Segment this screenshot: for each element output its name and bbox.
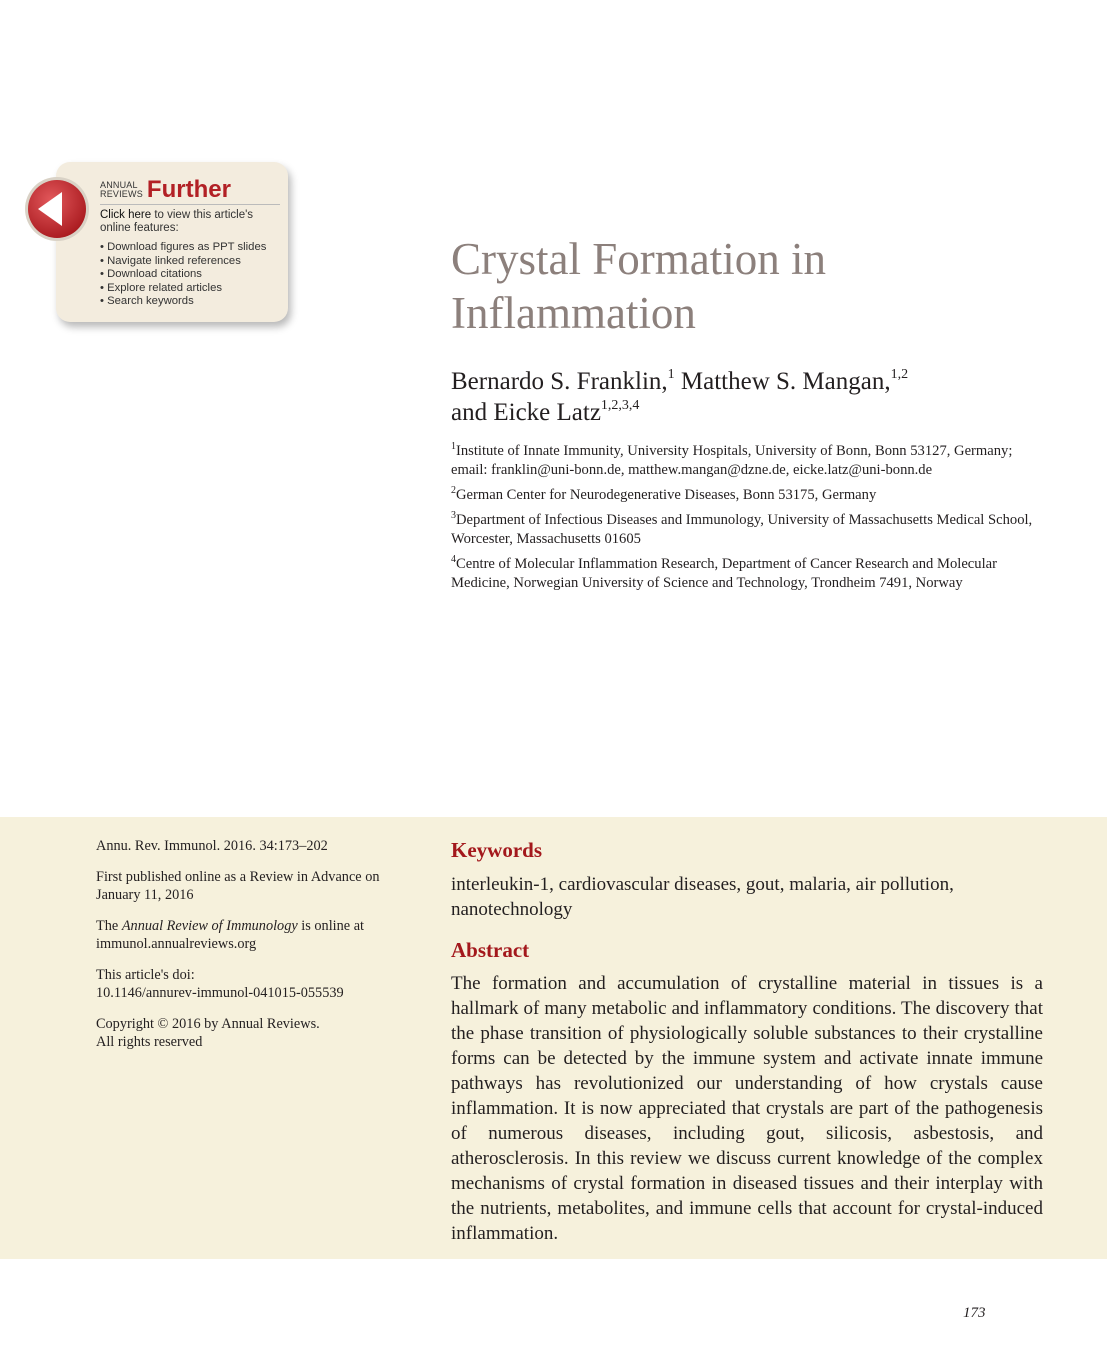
author-affil-sup: 1,2 <box>890 367 909 382</box>
affiliation-number: 4 <box>451 554 456 565</box>
abstract-heading: Abstract <box>451 938 530 962</box>
author-affil-sup: 1,2,3,4 <box>600 398 640 413</box>
feature-item-related[interactable]: • Explore related articles <box>100 282 280 296</box>
affiliation-number: 2 <box>451 485 456 496</box>
article-title <box>451 232 1011 340</box>
affiliation-item <box>451 511 1051 549</box>
affiliation-item <box>451 555 1051 593</box>
brand-further: Further <box>146 176 231 203</box>
feature-item-citations[interactable]: • Download citations <box>100 268 280 282</box>
author-name: Matthew S. Mangan, <box>674 368 891 395</box>
copyright <box>96 1015 416 1052</box>
back-arrow-icon[interactable] <box>24 176 90 242</box>
brand-reviews: REVIEWS <box>100 189 143 199</box>
author-name: Bernardo S. Franklin, <box>451 368 668 395</box>
affiliation-text: Department of Infectious Diseases and Immunology, University of Massachusetts Medical School, Worcester, Massachusetts 01605 <box>451 512 1033 547</box>
further-content <box>100 178 280 309</box>
affiliation-number: 1 <box>451 441 456 452</box>
click-here-link[interactable]: Click here <box>100 209 152 221</box>
feature-item-keywords[interactable]: • Search keywords <box>100 295 280 309</box>
affiliation-item <box>451 486 1051 505</box>
doi-link[interactable]: 10.1146/annurev-immunol-041015-055539 <box>96 985 344 1001</box>
author-list <box>451 366 1051 428</box>
feature-item-ppt[interactable]: • Download figures as PPT slides <box>100 241 280 255</box>
further-feature-list <box>100 241 280 309</box>
doi-label: This article's doi: <box>96 966 195 983</box>
doi-info <box>96 966 416 1003</box>
author-affil-sup: 1 <box>667 367 675 382</box>
keywords-text: interleukin-1, cardiovascular diseases, gout, malaria, air pollution, nanotechnology <box>451 874 954 920</box>
affiliation-text: German Center for Neurodegenerative Diseases, Bonn 53175, Germany <box>456 487 877 503</box>
online-info <box>96 917 416 954</box>
page-number: 173 <box>963 1305 986 1321</box>
journal-name: Annual Review of Immunology <box>121 917 298 934</box>
citation: Annu. Rev. Immunol. 2016. 34:173–202 <box>96 838 328 854</box>
online-post: is online at immunol.annualreviews.org <box>96 917 365 952</box>
article-metadata <box>96 837 416 1064</box>
annual-reviews-further-logo[interactable] <box>100 178 280 205</box>
copyright-text: Copyright © 2016 by Annual Reviews. <box>96 1015 320 1032</box>
brand-annual: ANNUAL <box>100 180 138 190</box>
affiliation-text: Institute of Innate Immunity, University Hospitals, University of Bonn, Bonn 53127, Germany; email: franklin@uni-bonn.de, matthew.mangan@dzne.de, eicke.latz@uni-bonn.de <box>451 443 1013 478</box>
author-name: and Eicke Latz <box>451 399 601 426</box>
title-line-1: Crystal Formation in <box>451 234 826 284</box>
feature-item-references[interactable]: • Navigate linked references <box>100 255 280 269</box>
title-line-2: Inflammation <box>451 288 696 338</box>
keywords-heading: Keywords <box>451 838 542 862</box>
affiliation-item <box>451 442 1051 480</box>
further-description-text: to view this article's online features: <box>100 209 254 234</box>
rights-text: All rights reserved <box>96 1034 203 1050</box>
further-description <box>100 209 280 235</box>
affiliation-number: 3 <box>451 510 456 521</box>
affiliations <box>451 442 1051 599</box>
affiliation-text: Centre of Molecular Inflammation Research, Department of Cancer Research and Molecular Medicine, Norwegian University of Science and Technology, Trondheim 7491, Norway <box>451 556 997 591</box>
abstract-text: The formation and accumulation of crystalline material in tissues is a hallmark of many metabolic and inflammatory conditions. The discovery that the phase transition of physiologically soluble substances to their crystalline forms can be detected by the immune system and activate innate immune pathways has revolutionized our understanding of how crystals cause inflammation. It is now appreciated that crystals are part of the pathogenesis of numerous diseases, including gout, silicosis, asbestosis, and atherosclerosis. In this review we discuss current knowledge of the complex mechanisms of crystal formation in diseased tissues and their interplay with the nutrients, metabolites, and immune cells that account for crystal-induced inflammation. <box>451 973 1043 1244</box>
first-published: First published online as a Review in Advance on January 11, 2016 <box>96 868 380 903</box>
online-pre: The <box>96 917 122 934</box>
